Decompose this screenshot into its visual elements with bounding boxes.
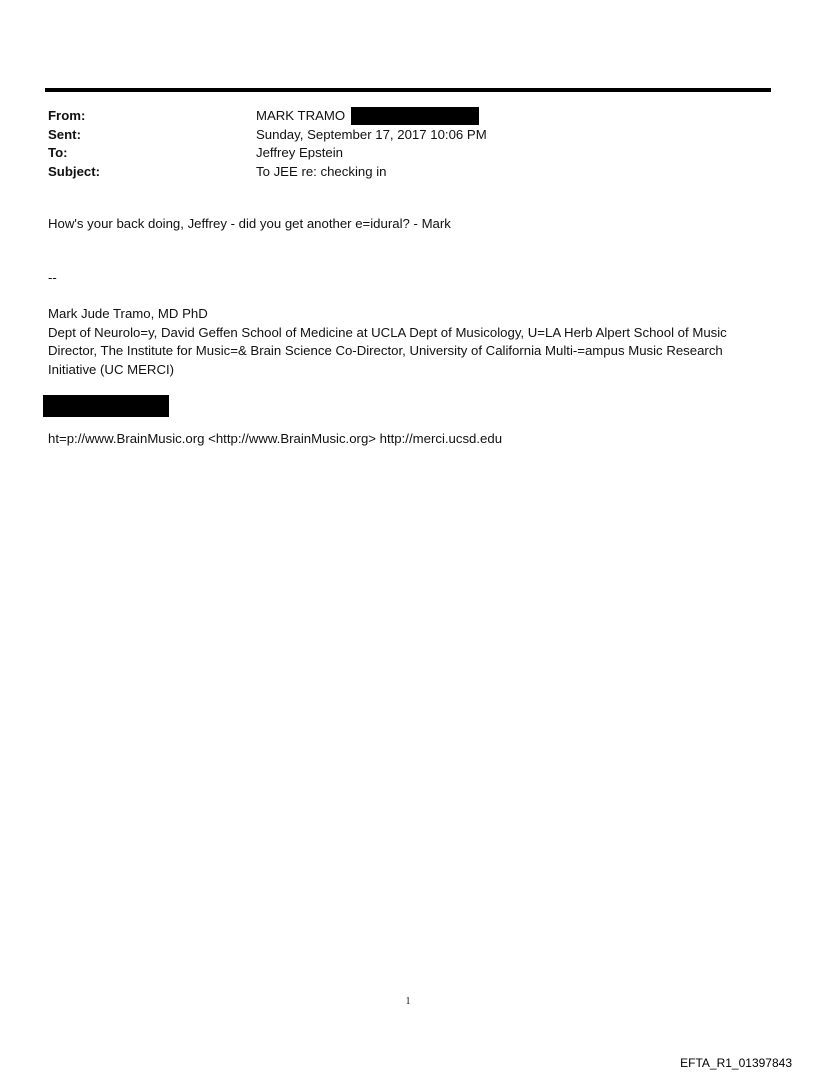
signature-line: Dept of Neurolo=y, David Geffen School of Medicine at UCLA Dept of Musicology, U=LA Herb Alpert School of Music	[48, 324, 727, 340]
from-name: MARK TRAMO	[256, 108, 346, 123]
to-value: Jeffrey Epstein	[256, 145, 343, 160]
header-row-sent	[48, 126, 768, 145]
subject-value: To JEE re: checking in	[256, 163, 387, 179]
header-row-from	[48, 107, 768, 126]
signature-block	[48, 305, 768, 379]
signature-links: ht=p://www.BrainMusic.org <http://www.BrainMusic.org> http://merci.ucsd.edu	[48, 431, 503, 446]
subject-label: Subject:	[48, 163, 101, 179]
to-label: To:	[48, 145, 68, 160]
signature-separator: --	[48, 270, 57, 285]
from-value	[256, 107, 479, 126]
sent-label: Sent:	[48, 126, 81, 142]
message-body: How's your back doing, Jeffrey - did you get another e=idural? - Mark	[48, 216, 451, 231]
signature-line: Mark Jude Tramo, MD PhD	[48, 306, 208, 321]
header-row-to	[48, 144, 768, 163]
from-label: From:	[48, 108, 86, 123]
signature-line: Director, The Institute for Music=& Brain Science Co-Director, University of California Multi-=ampus Music Research	[48, 343, 723, 358]
sent-value: Sunday, September 17, 2017 10:06 PM	[256, 126, 487, 142]
header-top-rule	[45, 88, 771, 92]
signature-line: Initiative (UC MERCI)	[48, 361, 175, 377]
email-header	[48, 107, 768, 181]
document-id: EFTA_R1_01397843	[680, 1056, 792, 1070]
redaction-box	[43, 395, 169, 417]
page-number: 1	[405, 996, 411, 1007]
redaction-box	[351, 107, 479, 125]
header-row-subject	[48, 163, 768, 182]
